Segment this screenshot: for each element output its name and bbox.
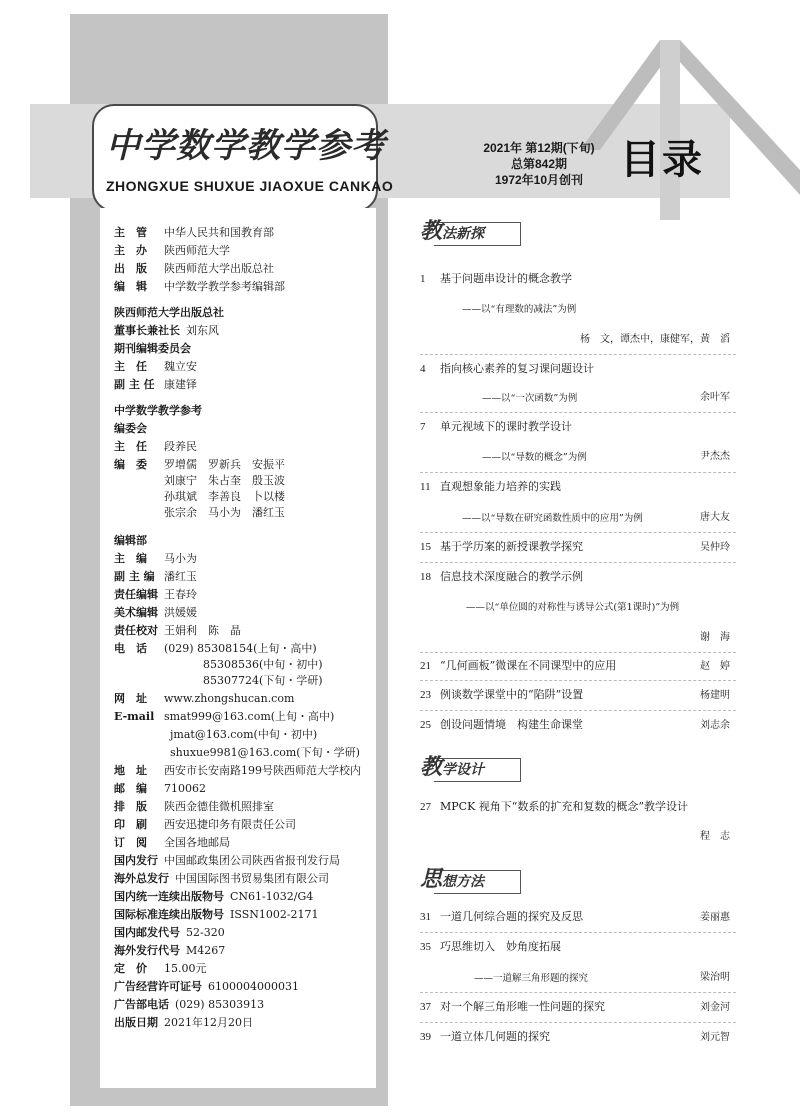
divider [420,472,736,473]
info-email3: shuxue9981@163.com(下旬・学研) [170,746,360,759]
info-chief: 主 编 马小为 [114,552,197,565]
roof-graphic [560,20,800,220]
toc-entry-author: 吴仲玲 [700,542,730,553]
toc-entry[interactable]: 37 对一个解三角形唯一性问题的探究 [420,1000,605,1013]
info-subscribe: 订 阅 全国各地邮局 [114,836,230,849]
info-phone: 电 话 (029) 85308154(上旬・高中) [114,642,317,655]
toc-entry[interactable]: 18 信息技术深度融合的教学示例 [420,570,583,583]
info-members-row4: 张宗余 马小为 潘红玉 [164,506,285,519]
toc-entry-subtitle: ——以“导数在研究函数性质中的应用”为例 [462,513,643,524]
info-print: 印 刷 西安迅捷印务有限责任公司 [114,818,296,831]
info-journal-name: 中学数学教学参考 [114,404,202,417]
info-chairman: 董事长兼社长 刘东风 [114,324,219,337]
toc-entry-author: 杨 文，谭杰中，康健军，黄 滔 [580,334,730,345]
toc-entry-author: 程 志 [700,831,730,842]
toc-entry-author: 姜丽惠 [700,912,730,923]
info-ad-phone: 广告部电话 (029) 85303913 [114,998,265,1011]
toc-entry-subtitle: ——一道解三角形题的探究 [474,973,589,984]
toc-entry[interactable]: 15 基于学历案的新授课教学探究 [420,540,583,553]
info-press-name: 陕西师范大学出版总社 [114,306,224,319]
toc-entry[interactable]: 4 指向核心素养的复习课问题设计 [420,362,594,375]
info-ad-license: 广告经营许可证号 6100004000031 [114,980,299,993]
info-vice-chief: 副 主 编 潘红玉 [114,570,197,583]
info-editor: 编 辑 中学数学教学参考编辑部 [114,280,285,293]
publication-info-panel [100,208,376,1088]
section-header-3: 思想方法 [420,862,484,892]
toc-entry-author: 梁治明 [700,972,730,983]
info-date: 出版日期 2021年12月20日 [114,1016,253,1029]
info-overseas: 海外总发行 中国国际图书贸易集团有限公司 [114,872,329,885]
toc-entry-author: 刘金河 [700,1002,730,1013]
toc-entry-author: 尹杰杰 [700,451,730,462]
journal-name-pinyin: ZHONGXUE SHUXUE JIAOXUE CANKAO [106,178,394,194]
info-email: E-mail smat999@163.com(上旬・高中) [114,710,335,723]
divider [420,652,736,653]
info-domestic: 国内发行 中国邮政集团公司陕西省报刊发行局 [114,854,340,867]
divider [420,354,736,355]
divider [420,1022,736,1023]
info-proof: 责任校对 王娟利 陈 晶 [114,624,241,637]
info-typeset: 排 版 陕西金德佳微机照排室 [114,800,274,813]
info-email2: jmat@163.com(中旬・初中) [170,728,318,741]
founded-date: 1972年10月创刊 [494,173,584,187]
toc-entry-author: 刘志余 [700,720,730,731]
divider [420,992,736,993]
toc-entry-subtitle: ——以“一次函数”为例 [482,393,578,404]
toc-entry-subtitle: ——以“有理数的减法”为例 [462,304,577,315]
info-members: 编 委 罗增儒 罗新兵 安振平 [114,458,285,471]
info-postal-code: 国内邮发代号 52-320 [114,926,225,939]
section-header-2: 教学设计 [420,750,484,780]
table-of-contents [404,210,744,1070]
info-board-director: 主 任 段养民 [114,440,197,453]
info-phone2: 85308536(中旬・初中) [203,658,323,671]
divider [420,710,736,711]
info-committee: 期刊编辑委员会 [114,342,191,355]
info-dept: 编辑部 [114,534,147,547]
toc-entry-author: 余叶军 [700,392,730,403]
divider [420,532,736,533]
info-postcode: 邮 编 710062 [114,782,206,795]
toc-entry[interactable]: 11 直观想象能力培养的实践 [420,480,561,493]
toc-entry[interactable]: 1 基于问题串设计的概念教学 [420,272,572,285]
info-members-row3: 孙琪斌 李善良 卜以楼 [164,490,285,503]
divider [420,562,736,563]
toc-entry-author: 杨建明 [700,690,730,701]
total-issue: 总第842期 [510,157,568,171]
info-web: 网 址 www.zhongshucan.com [114,692,295,705]
info-phone3: 85307724(下旬・学研) [203,674,323,687]
toc-entry[interactable]: 23 例谈数学课堂中的“陷阱”设置 [420,688,584,701]
info-art-editor: 美术编辑 洪媛媛 [114,606,197,619]
toc-entry-author: 赵 婷 [700,661,730,672]
toc-entry[interactable]: 7 单元视域下的课时教学设计 [420,420,572,433]
toc-entry[interactable]: 21 “几何画板”微课在不同课型中的应用 [420,659,617,672]
info-vice-director: 副 主 任 康建铎 [114,378,197,391]
info-issn: 国际标准连续出版物号 ISSN1002-2171 [114,908,319,921]
section-header-1: 教法新探 [420,214,484,244]
toc-title: 目录 [620,137,704,183]
toc-entry[interactable]: 25 创设问题情境 构建生命课堂 [420,718,583,731]
info-director: 主 任 魏立安 [114,360,197,373]
info-supervisor: 主 管 中华人民共和国教育部 [114,226,274,239]
info-overseas-code: 海外发行代号 M4267 [114,944,226,957]
toc-entry[interactable]: 35 巧思维切入 妙角度拓展 [420,940,561,953]
info-publisher: 出 版 陕西师范大学出版总社 [114,262,274,275]
toc-entry[interactable]: 27 MPCK 视角下“数系的扩充和复数的概念”教学设计 [420,800,689,813]
toc-entry[interactable]: 31 一道几何综合题的探究及反思 [420,910,583,923]
toc-entry-author: 刘元智 [700,1032,730,1043]
info-sponsor: 主 办 陕西师范大学 [114,244,230,257]
info-members-row2: 刘康宁 朱占奎 殷玉波 [164,474,285,487]
toc-entry-subtitle: ——以“导数的概念”为例 [482,452,587,463]
info-board: 编委会 [114,422,147,435]
toc-entry-author: 谢 海 [700,632,730,643]
info-resp-editor: 责任编辑 王春玲 [114,588,197,601]
masthead [92,104,394,212]
divider [420,412,736,413]
toc-entry-subtitle: ——以“单位圆的对称性与诱导公式(第1课时)”为例 [466,602,680,613]
issue-info [474,140,604,188]
divider [420,680,736,681]
divider [420,932,736,933]
info-price: 定 价 15.00元 [114,962,207,975]
info-cn: 国内统一连续出版物号 CN61-1032/G4 [114,890,314,903]
issue-number: 2021年 第12期(下旬) [483,141,595,155]
info-address: 地 址 西安市长安南路199号陕西师范大学校内 [114,764,361,777]
toc-entry[interactable]: 39 一道立体几何题的探究 [420,1030,550,1043]
toc-entry-author: 唐大友 [700,512,730,523]
journal-logo: 中学数学教学参考 [106,126,386,166]
